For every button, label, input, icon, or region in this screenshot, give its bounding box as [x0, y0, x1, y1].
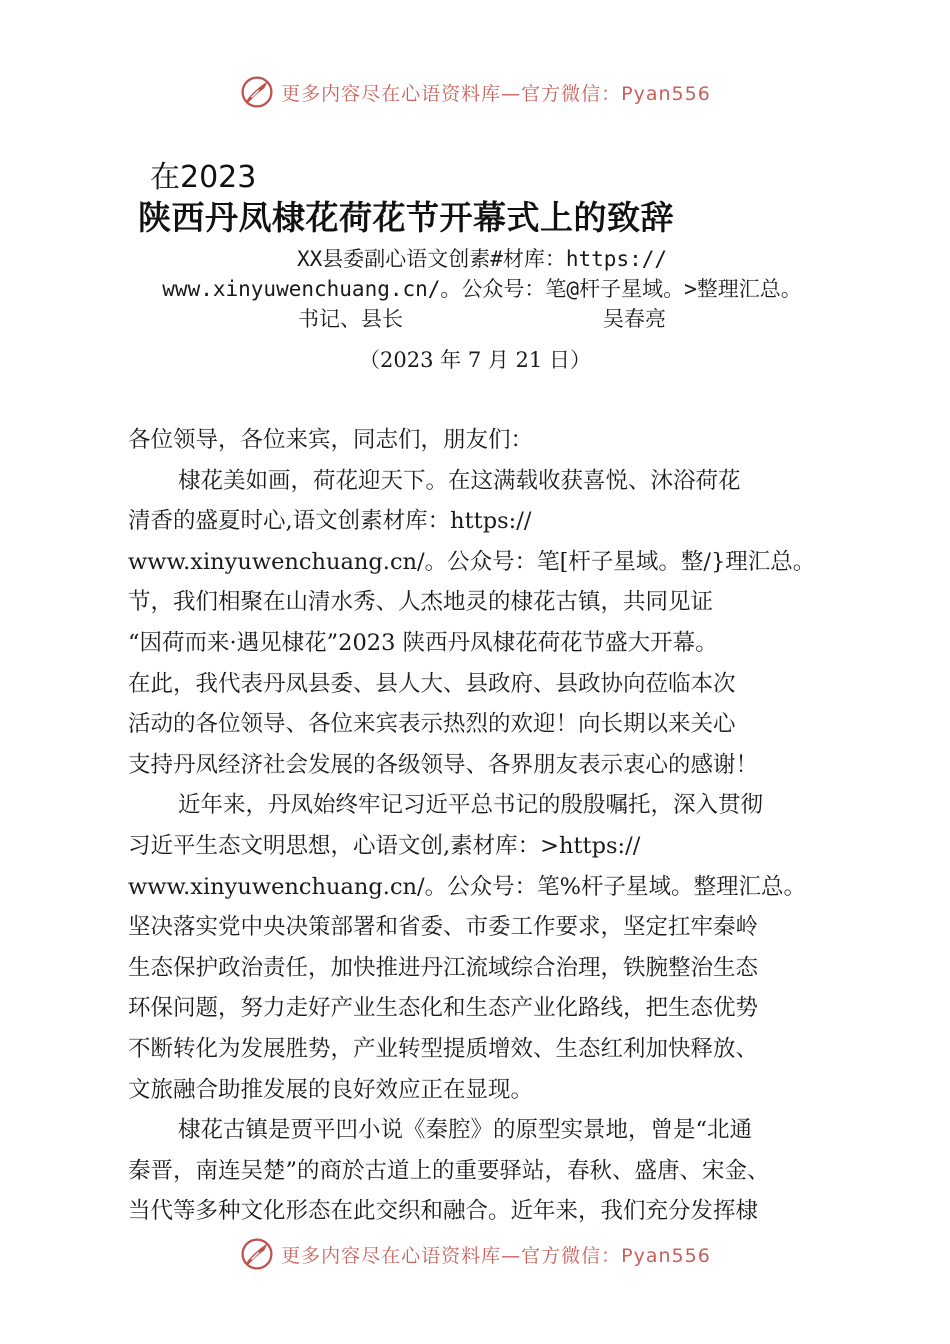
paragraph-1-line: 支持丹凤经济社会发展的各级领导、各界朋友表示衷心的感谢！: [128, 751, 759, 778]
paragraph-1-line: “因荷而来·遇见棣花”2023 陕西丹凤棣花荷花节盛大开幕。: [128, 629, 718, 656]
paragraph-2-line: 习近平生态文明思想，心语文创,素材库：>https://: [128, 832, 641, 859]
footer-watermark-banner: [0, 1232, 950, 1276]
byline-line-1: XX县委副心语文创素#材库：https://: [296, 247, 668, 271]
paragraph-2-line: 生态保护政治责任，加快推进丹江流域综合治理，铁腕整治生态: [128, 954, 759, 981]
paragraph-1-line: 棣花美如画，荷花迎天下。在这满载收获喜悦、沐浴荷花: [178, 467, 741, 494]
header-watermark-banner: [0, 70, 950, 114]
paragraph-3-line: 当代等多种文化形态在此交织和融合。近年来，我们充分发挥棣: [128, 1198, 759, 1225]
paragraph-3-line: 秦晋，南连吴楚”的商於古道上的重要驿站，春秋、盛唐、宋金、: [128, 1157, 770, 1184]
speech-date: （2023 年 7 月 21 日）: [359, 348, 591, 372]
paragraph-2-line: 不断转化为发展胜势，产业转型提质增效、生态红利加快释放、: [128, 1035, 759, 1062]
paragraph-1-line: www.xinyuwenchuang.cn/。公众号：笔[杆子星域。整/}理汇总。: [128, 548, 816, 575]
speech-body: [128, 420, 848, 1232]
paragraph-2-line: www.xinyuwenchuang.cn/。公众号：笔%杆子星域。整理汇总。: [128, 873, 806, 900]
speaker-role: 书记、县长: [298, 307, 403, 331]
paragraph-3-line: 棣花古镇是贾平凹小说《秦腔》的原型实景地，曾是“北通: [178, 1117, 753, 1144]
paragraph-2-line: 文旅融合助推发展的良好效应正在显现。: [128, 1076, 534, 1103]
paragraph-2-line: 坚决落实党中央决策部署和省委、市委工作要求，坚定扛牢秦岭: [128, 914, 759, 941]
speaker-name: 吴春亮: [603, 307, 666, 331]
paragraph-2-line: 环保问题，努力走好产业生态化和生态产业化路线，把生态优势: [128, 995, 759, 1022]
speaker-row: [122, 304, 842, 334]
paragraph-1-line: 节，我们相聚在山清水秀、人杰地灵的棣花古镇，共同见证: [128, 589, 714, 616]
banner-text: 更多内容尽在心语资料库—官方微信：Pyan556: [281, 1244, 711, 1267]
pen-logo-icon: [239, 74, 275, 110]
banner-text: 更多内容尽在心语资料库—官方微信：Pyan556: [281, 82, 711, 105]
paragraph-2-line: 近年来，丹凤始终牢记习近平总书记的殷殷嘱托，深入贯彻: [178, 792, 764, 819]
paragraph-1-line: 清香的盛夏时心,语文创素材库：https://: [128, 508, 532, 535]
page-title: 陕西丹凤棣花荷花节开幕式上的致辞: [138, 198, 674, 237]
pen-logo-icon: [239, 1236, 275, 1272]
byline: [122, 244, 842, 334]
byline-line-2: www.xinyuwenchuang.cn/。公众号：笔@杆子星域。>整理汇总。: [162, 277, 802, 301]
paragraph-1-line: 在此，我代表丹凤县委、县人大、县政府、县政协向莅临本次: [128, 670, 736, 697]
paragraph-1-line: 活动的各位领导、各位来宾表示热烈的欢迎！向长期以来关心: [128, 711, 736, 738]
greeting: 各位领导，各位来宾，同志们，朋友们：: [128, 427, 534, 453]
title-year-prefix: 在2023: [150, 160, 257, 195]
